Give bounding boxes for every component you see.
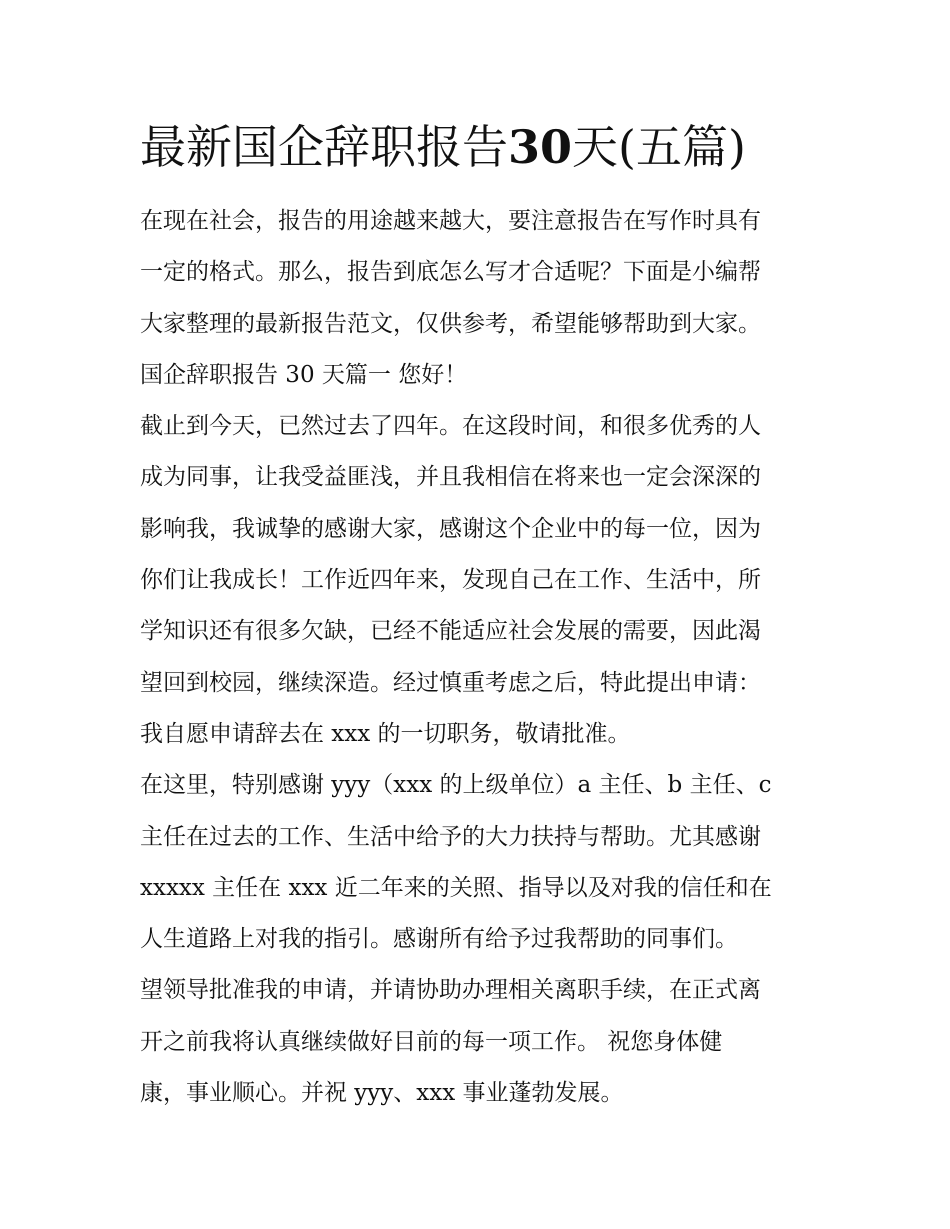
body-line: 主任在过去的工作、生活中给予的大力扶持与帮助。尤其感谢	[140, 823, 761, 850]
body-line: 在现在社会，报告的用途越来越大，要注意报告在写作时具有	[140, 208, 761, 234]
body-line: 影响我，我诚挚的感谢大家，感谢这个企业中的每一位，因为	[140, 515, 761, 542]
document-title	[140, 112, 840, 182]
title-suffix: 天(五篇)	[572, 120, 746, 174]
document-body	[140, 196, 815, 1119]
body-line: 人生道路上对我的指引。感谢所有给予过我帮助的同事们。	[140, 926, 738, 953]
title-number: 30	[508, 120, 573, 174]
body-line: 大家整理的最新报告范文，仅供参考，希望能够帮助到大家。	[140, 310, 761, 337]
title-prefix: 最新国企辞职报告	[140, 120, 508, 174]
section-heading: 国企辞职报告 30 天篇一 您好！	[140, 361, 468, 388]
body-line: 望回到校园，继续深造。经过慎重考虑之后，特此提出申请：	[140, 669, 761, 696]
body-line: 你们让我成长！工作近四年来，发现自己在工作、生活中，所	[140, 567, 761, 594]
body-line: xxxxx 主任在 xxx 近二年来的关照、指导以及对我的信任和在	[140, 874, 772, 901]
body-line: 望领导批准我的申请，并请协助办理相关离职手续，在正式离	[140, 977, 761, 1004]
body-line: 开之前我将认真继续做好目前的每一项工作。 祝您身体健	[140, 1028, 723, 1055]
body-line: 成为同事，让我受益匪浅，并且我相信在将来也一定会深深的	[140, 464, 761, 491]
body-line: 康，事业顺心。并祝 yyy、xxx 事业蓬勃发展。	[140, 1080, 624, 1107]
body-line: 我自愿申请辞去在 xxx 的一切职务，敬请批准。	[140, 720, 631, 747]
body-line: 截止到今天，已然过去了四年。在这段时间，和很多优秀的人	[140, 413, 761, 440]
body-line: 一定的格式。那么，报告到底怎么写才合适呢？下面是小编帮	[140, 259, 761, 286]
body-line: 学知识还有很多欠缺，已经不能适应社会发展的需要，因此渴	[140, 618, 761, 645]
body-line: 在这里，特别感谢 yyy（xxx 的上级单位）a 主任、b 主任、c	[140, 772, 772, 799]
